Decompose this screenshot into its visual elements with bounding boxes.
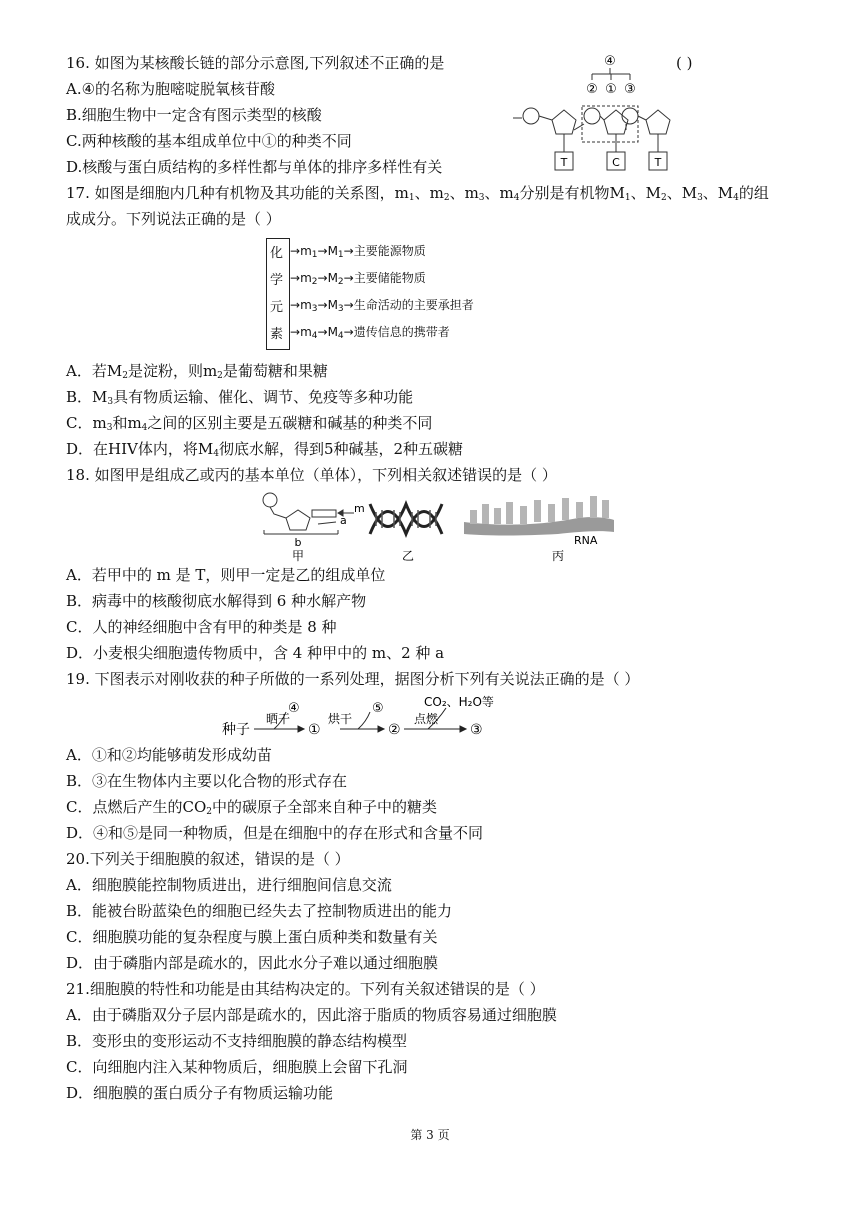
q19-label-co2: CO₂、H₂O等 [424,695,494,709]
q17-relationship-figure [266,238,506,350]
q20-stem: 20.下列关于细胞膜的叙述，错误的是（ ） [66,850,350,868]
q19-label-1: ① [308,722,321,738]
q17-stem-line2: 成成分。下列说法正确的是（ ） [66,210,281,228]
q19-seed-process-figure [218,692,518,742]
q19-label-3: ③ [470,722,483,738]
q17-element-1: 化 [270,246,284,261]
q17-element-3: 元 [270,300,284,315]
q16-nucleic-acid-figure [508,50,688,180]
q19-label-seed: 种子 [222,722,250,738]
q16-option-d: D.核酸与蛋白质结构的多样性都与单体的排序多样性有关 [66,158,443,176]
q21-option-b: B．变形虫的变形运动不支持细胞膜的静态结构模型 [66,1032,408,1050]
q16-base-2: C [612,156,620,169]
q20-option-c: C．细胞膜功能的复杂程度与膜上蛋白质种类和数量有关 [66,928,438,946]
q16-stem: 16. 如图为某核酸长链的部分示意图,下列叙述不正确的是 [66,54,445,72]
q16-answer-paren: ( ) [676,54,693,72]
q17-row-4: $\to m_4\to M_4\to$遗传信息的携带者 [290,325,450,341]
q21-stem: 21.细胞膜的特性和功能是由其结构决定的。下列有关叙述错误的是（ ） [66,980,545,998]
q21-option-a: A．由于磷脂双分子层内部是疏水的，因此溶于脂质的物质容易通过细胞膜 [66,1006,557,1024]
q17-option-a: A．若$M_2$是淀粉，则$m_2$是葡萄糖和果糖 [66,362,328,381]
q16-option-c: C.两种核酸的基本组成单位中①的种类不同 [66,132,352,150]
q16-base-1: T [560,156,568,169]
q21-option-c: C．向细胞内注入某种物质后，细胞膜上会留下孔洞 [66,1058,408,1076]
q18-dna-helix [370,504,442,534]
q17-element-4: 素 [270,327,284,342]
q16-option-b: B.细胞生物中一定含有图示类型的核酸 [66,106,322,124]
q18-option-c: C．人的神经细胞中含有甲的种类是 8 种 [66,618,337,636]
q18-option-b: B．病毒中的核酸彻底水解得到 6 种水解产物 [66,592,367,610]
page-number: 第 3 页 [410,1128,450,1142]
q18-rna-strand [464,496,614,536]
q17-row-3: $\to m_3\to M_3\to$生命活动的主要承担者 [290,298,474,314]
q16-label-1: ① [605,82,617,97]
q19-option-a: A．①和②均能够萌发形成幼苗 [66,746,272,764]
q16-option-a: A.④的名称为胞嘧啶脱氧核苷酸 [66,80,276,98]
q18-label-m: m [354,502,365,515]
q19-label-burn: 点燃 [414,712,439,726]
q18-label-yi: 乙 [401,549,415,563]
q20-option-b: B．能被台盼蓝染色的细胞已经失去了控制物质进出的能力 [66,902,453,920]
q17-row-2: $\to m_2\to M_2\to$主要储能物质 [290,271,426,287]
q16-label-4: ④ [604,54,616,69]
q18-figure [258,488,618,564]
q21-option-d: D．细胞膜的蛋白质分子有物质运输功能 [66,1084,334,1102]
q19-label-dry: 晒干 [266,712,291,726]
q19-option-c: C．点燃后产生的$CO_2$中的碳原子全部来自种子中的糖类 [66,798,438,817]
q17-option-b: B．$M_3$具有物质运输、催化、调节、免疫等多种功能 [66,388,414,407]
q18-option-d: D．小麦根尖细胞遗传物质中，含 4 种甲中的 m、2 种 a [66,644,445,662]
q17-option-d: D．在HIV体内，将$M_4$彻底水解，得到5种碱基，2种五碳糖 [66,440,464,459]
q20-option-d: D．由于磷脂内部是疏水的，因此水分子难以通过细胞膜 [66,954,439,972]
q17-stem-line1: 17. 如图是细胞内几种有机物及其功能的关系图，$m_1$、$m_2$、$m_3$、$m_4$分别是有机物$M_1$、$M_2$、$M_3$、$M_4$的组 [66,184,769,203]
q19-label-2: ② [388,722,401,738]
q17-row-1: $\to m_1\to M_1\to$主要能源物质 [290,244,426,260]
q18-stem: 18. 如图甲是组成乙或丙的基本单位（单体），下列相关叙述错误的是（ ） [66,466,557,484]
q19-label-4: ④ [288,701,300,716]
q18-label-rna: RNA [574,534,598,547]
q20-option-a: A．细胞膜能控制物质进出，进行细胞间信息交流 [66,876,392,894]
q16-label-2: ② [586,82,598,97]
q19-option-b: B．③在生物体内主要以化合物的形式存在 [66,772,348,790]
q16-base-3: T [654,156,662,169]
q18-label-bing: 丙 [551,549,565,563]
q19-option-d: D．④和⑤是同一种物质，但是在细胞中的存在形式和含量不同 [66,824,484,842]
q16-label-3: ③ [624,82,636,97]
q18-label-a: a [340,514,347,527]
q18-label-jia: 甲 [291,549,305,563]
q19-label-5: ⑤ [372,701,384,716]
q17-option-c: C．$m_3$和$m_4$之间的区别主要是五碳糖和碱基的种类不同 [66,414,433,433]
q19-label-bake: 烘干 [328,712,353,726]
q19-stem: 19. 下图表示对刚收获的种子所做的一系列处理，据图分析下列有关说法正确的是（ ） [66,670,640,688]
q18-option-a: A．若甲中的 m 是 T，则甲一定是乙的组成单位 [66,566,386,584]
q17-element-2: 学 [270,273,284,288]
q18-label-b: b [294,536,302,549]
